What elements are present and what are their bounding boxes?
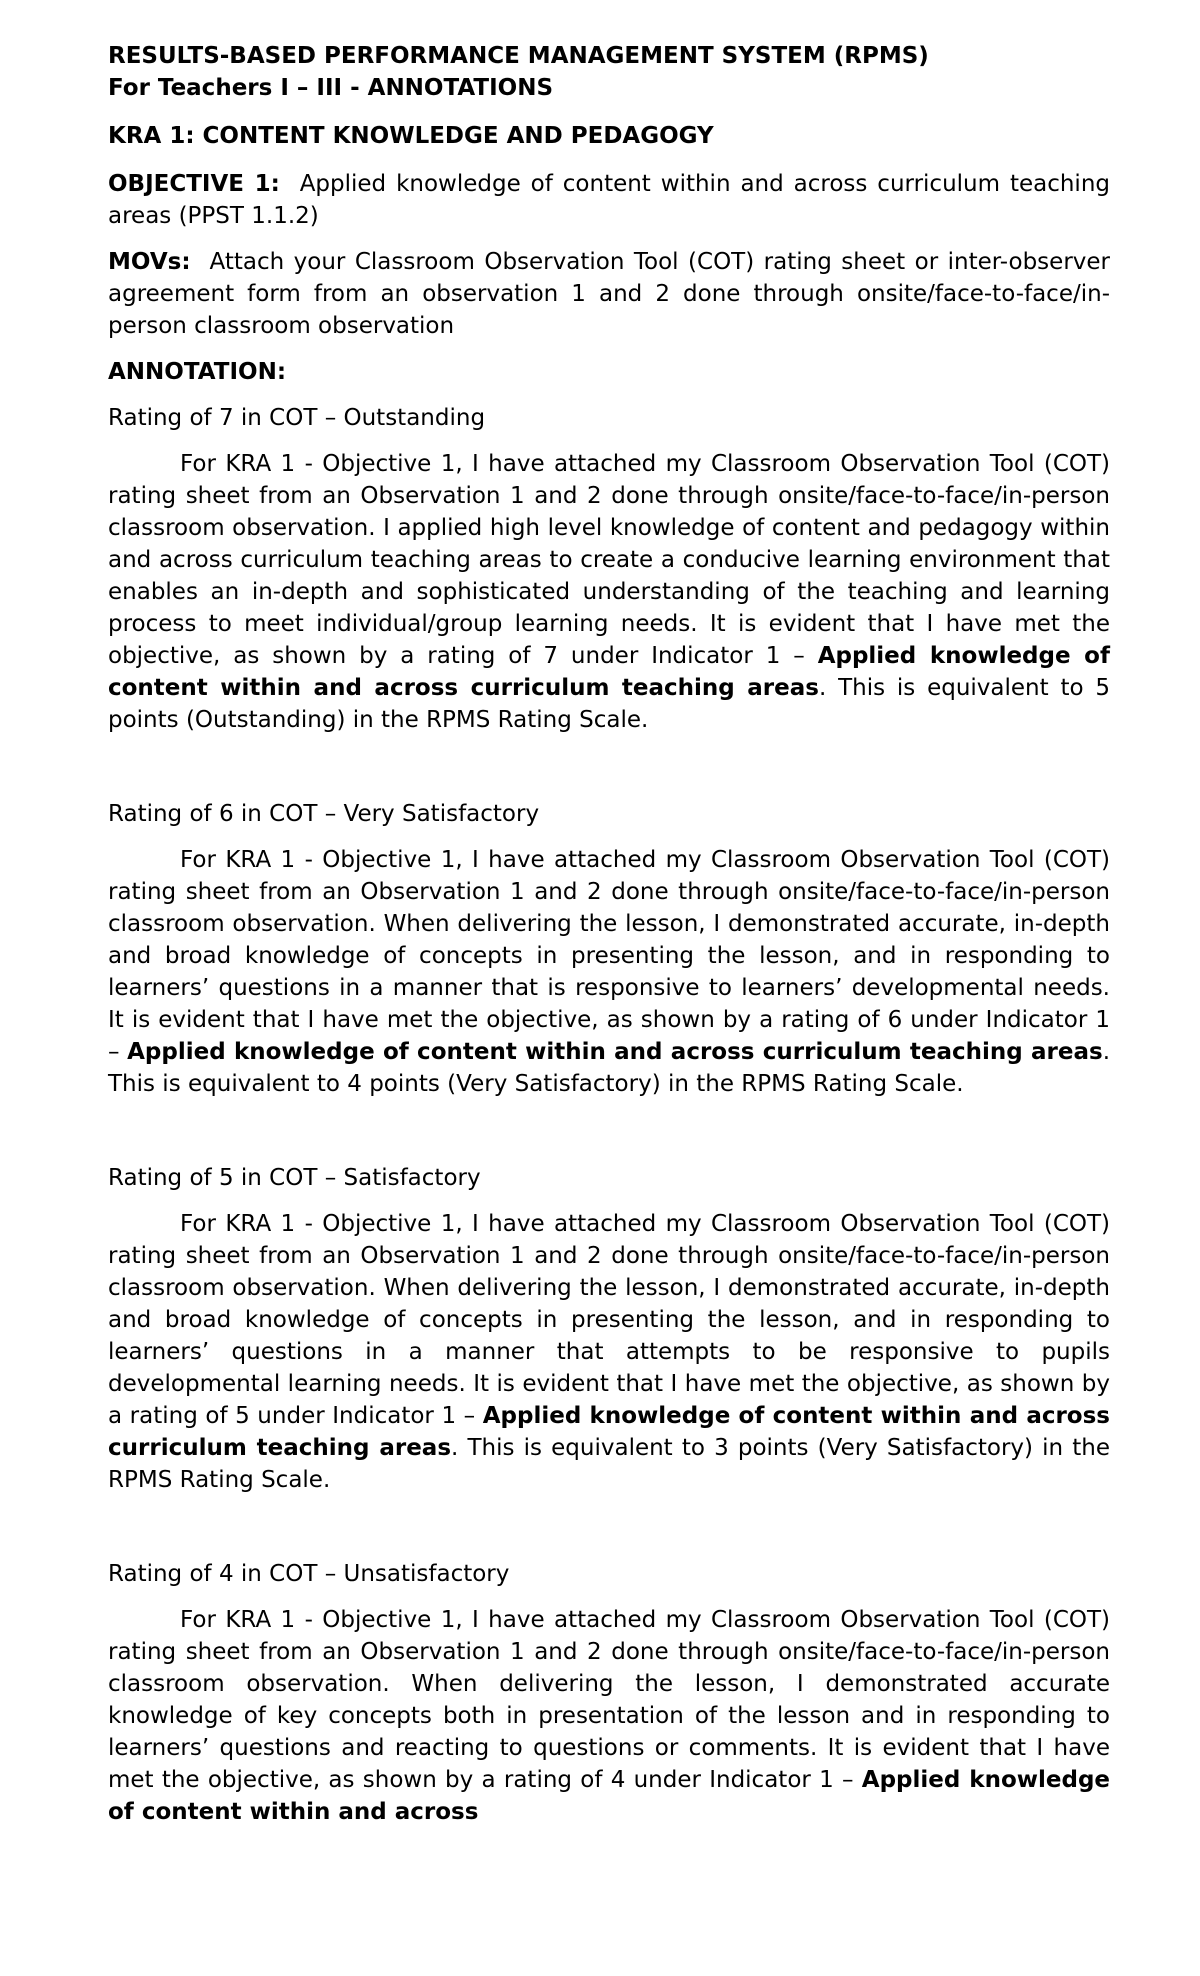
body-text: For KRA 1 - Objective 1, I have attached my Classroom Observation Tool (COT) rating sheet from an Observation 1 and 2 done through onsite/face-to-face/in-person classroom observation. When delivering the lesson, I demonstrated accurate knowledge of key concepts both in presentation of the lesson and in responding to learners’ questions and reacting to questions or comments. It is evident that I have met the objective, as shown by a rating of 4 under Indicator 1 – [108,1607,1110,1793]
objective-paragraph [108,168,1110,232]
objective-label: OBJECTIVE 1: [108,171,280,197]
body-text: For KRA 1 - Objective 1, I have attached my Classroom Observation Tool (COT) rating sheet from an Observation 1 and 2 done through onsite/face-to-face/in-person classroom observation. When delivering the lesson, I demonstrated accurate, in-depth and broad knowledge of concepts in presenting the lesson, and in responding to learners’ questions in a manner that attempts to be responsive to pupils developmental learning needs. It is evident that I have met the objective, as shown by a rating of 5 under Indicator 1 – [108,1211,1110,1429]
section-title-rating-7: Rating of 7 in COT – Outstanding [108,405,486,431]
movs-paragraph [108,246,1110,342]
body-text: For KRA 1 - Objective 1, I have attached my Classroom Observation Tool (COT) rating sheet from an Observation 1 and 2 done through onsite/face-to-face/in-person classroom observation. I applied high level knowledge of content and pedagogy within and across curriculum teaching areas to create a conducive learning environment that enables an in-depth and sophisticated understanding of the teaching and learning process to meet individual/group learning needs. It is evident that I have met the objective, as shown by a rating of 7 under Indicator 1 – [108,451,1110,669]
body-text-end: . This is equivalent to 3 points (Very Satisfactory) in the RPMS Rating Scale. [108,1435,1110,1493]
body-bold-text: Applied knowledge of content within and across curriculum teaching areas [108,643,1110,701]
movs-label: MOVs: [108,249,191,275]
kra-heading: KRA 1: CONTENT KNOWLEDGE AND PEDAGOGY [108,123,714,149]
section-body-rating-5 [108,1208,1110,1496]
document-title: RESULTS-BASED PERFORMANCE MANAGEMENT SYSTEM (RPMS) [108,43,929,69]
body-text-end: . This is equivalent to 4 points (Very Satisfactory) in the RPMS Rating Scale. [108,1039,1110,1097]
section-body-rating-6 [108,844,1110,1100]
body-bold-text: Applied knowledge of content within and across curriculum teaching areas [108,1403,1110,1461]
section-title-rating-5: Rating of 5 in COT – Satisfactory [108,1165,481,1191]
document-page [108,40,1110,1828]
document-subtitle: For Teachers I – III - ANNOTATIONS [108,75,554,101]
section-body-rating-4 [108,1604,1110,1828]
section-body-rating-7 [108,448,1110,736]
annotation-heading: ANNOTATION: [108,359,287,385]
body-bold-text: Applied knowledge of content within and across curriculum teaching areas [127,1039,1103,1065]
body-text-end: . This is equivalent to 5 points (Outstanding) in the RPMS Rating Scale. [108,675,1110,733]
body-bold-text: Applied knowledge of content within and across [108,1767,1111,1825]
movs-text: Attach your Classroom Observation Tool (COT) rating sheet or inter-observer agreement form from an observation 1 and 2 done through onsite/face-to-face/in-person classroom observation [108,249,1110,339]
section-title-rating-4: Rating of 4 in COT – Unsatisfactory [108,1561,510,1587]
section-title-rating-6: Rating of 6 in COT – Very Satisfactory [108,801,540,827]
objective-text: Applied knowledge of content within and across curriculum teaching areas (PPST 1.1.2) [108,171,1110,229]
body-text: For KRA 1 - Objective 1, I have attached my Classroom Observation Tool (COT) rating sheet from an Observation 1 and 2 done through onsite/face-to-face/in-person classroom observation. When delivering the lesson, I demonstrated accurate, in-depth and broad knowledge of concepts in presenting the lesson, and in responding to learners’ questions in a manner that is responsive to learners’ developmental needs. It is evident that I have met the objective, as shown by a rating of 6 under Indicator 1 – [108,847,1110,1065]
